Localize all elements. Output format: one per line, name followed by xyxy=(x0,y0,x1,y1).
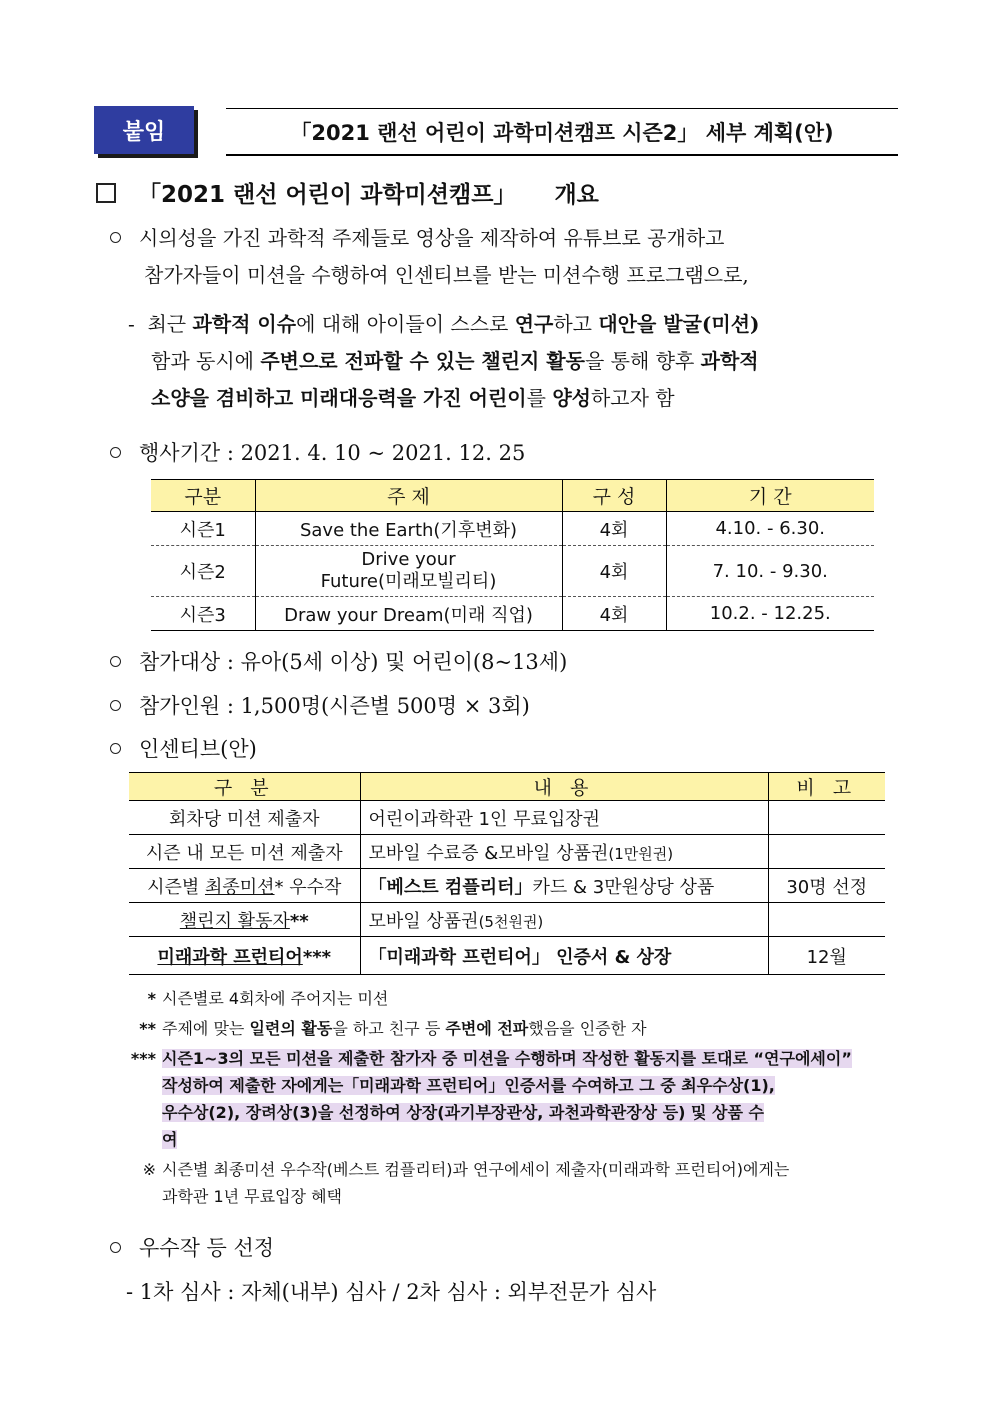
document-title: 「2021 랜선 어린이 과학미션캠프 시즌2」 세부 계획(안) xyxy=(226,108,898,156)
footnote-2: ** 주제에 맞는 일련의 활동을 하고 친구 등 주변에 전파했음을 인증한 자 xyxy=(139,1019,647,1038)
overview-subpoint: - 최근 과학적 이슈에 대해 아이들이 스스로 연구하고 대안을 발굴(미션) 함과 동시에 주변으로 전파할 수 있는 챌린지 활동을 통해 향후 과학적 소양을 겸비하고 미래대응력을 가진 어린이를 양성하고자 함 xyxy=(128,312,760,410)
section-heading-suffix: 개요 xyxy=(554,182,599,208)
circle-bullet-icon xyxy=(110,232,121,243)
selection-detail: - 1차 심사 : 자체(내부) 심사 / 2차 심사 : 외부전문가 심사 xyxy=(126,1280,657,1304)
footnote-3: *** 시즌1~3의 모든 미션을 제출한 참가자 중 미션을 수행하며 작성한 활동지를 토대로 “연구에세이” 작성하여 제출한 자에게는「미래과학 프런티어」인증서를 수여하고 그 중 최우수상(1), 우수상(2), 장려상(3)을 선정하여 상장(과기부장관상, 과천과학관장상 등) 및 상품 수 여 xyxy=(130,1049,852,1149)
incentive-heading: 인센티브(안) xyxy=(110,734,257,764)
footnotes xyxy=(120,985,900,1210)
participation-target: 참가대상 : 유아(5세 이상) 및 어린이(8~13세) xyxy=(110,647,567,677)
circle-bullet-icon xyxy=(110,447,121,458)
table-header: 주 제 xyxy=(255,480,562,512)
section-heading-main: 「2021 랜선 어린이 과학미션캠프」 xyxy=(138,182,517,208)
season-table xyxy=(151,479,874,631)
overview-line-2: 참가자들이 미션을 수행하여 인센티브를 받는 미션수행 프로그램으로, xyxy=(144,263,749,287)
overview-bullet xyxy=(110,220,900,294)
attachment-badge: 붙임 xyxy=(94,106,194,154)
participant-count: 참가인원 : 1,500명(시즌별 500명 × 3회) xyxy=(110,691,530,721)
table-row: 시즌1 Save the Earth(기후변화) 4회 4.10. - 6.30. xyxy=(151,512,874,546)
footnote-1: * 시즌별로 4회차에 주어지는 미션 xyxy=(147,989,389,1008)
checkbox-square-icon xyxy=(96,183,116,203)
table-row: 회차당 미션 제출자 어린이과학관 1인 무료입장권 xyxy=(129,801,885,835)
table-row: 챌린지 활동자** 모바일 상품권(5천원권) xyxy=(129,903,885,937)
event-period: 행사기간 : 2021. 4. 10 ~ 2021. 12. 25 xyxy=(110,438,525,468)
circle-bullet-icon xyxy=(110,743,121,754)
footnote-4: ※ 시즌별 최종미션 우수작(베스트 컴플리터)과 연구에세이 제출자(미래과학 프런티어)에게는 과학관 1년 무료입장 혜택 xyxy=(142,1160,790,1206)
table-row: 시즌별 최종미션* 우수작 「베스트 컴플리터」카드 & 3만원상당 상품 30명 선정 xyxy=(129,869,885,903)
table-header: 내 용 xyxy=(360,773,768,801)
table-row: 시즌3 Draw your Dream(미래 직업) 4회 10.2. - 12.25. xyxy=(151,597,874,631)
table-header: 구 성 xyxy=(562,480,666,512)
incentive-table xyxy=(129,772,885,975)
table-row: 미래과학 프런티어*** 「미래과학 프런티어」 인증서 & 상장 12월 xyxy=(129,937,885,975)
circle-bullet-icon xyxy=(110,700,121,711)
table-header-row xyxy=(151,480,874,512)
table-header: 구분 xyxy=(151,480,255,512)
table-row: 시즌2 Drive your Future(미래모빌리티) 4회 7. 10. - 9.30. xyxy=(151,546,874,597)
selection-heading: 우수작 등 선정 xyxy=(110,1233,274,1263)
section-heading xyxy=(96,176,599,209)
overview-line-1: 시의성을 가진 과학적 주제들로 영상을 제작하여 유튜브로 공개하고 xyxy=(139,226,725,250)
table-header: 비 고 xyxy=(768,773,885,801)
circle-bullet-icon xyxy=(110,1242,121,1253)
table-header-row xyxy=(129,773,885,801)
circle-bullet-icon xyxy=(110,656,121,667)
table-header: 기 간 xyxy=(666,480,874,512)
table-header: 구 분 xyxy=(129,773,360,801)
table-row: 시즌 내 모든 미션 제출자 모바일 수료증 &모바일 상품권(1만원권) xyxy=(129,835,885,869)
